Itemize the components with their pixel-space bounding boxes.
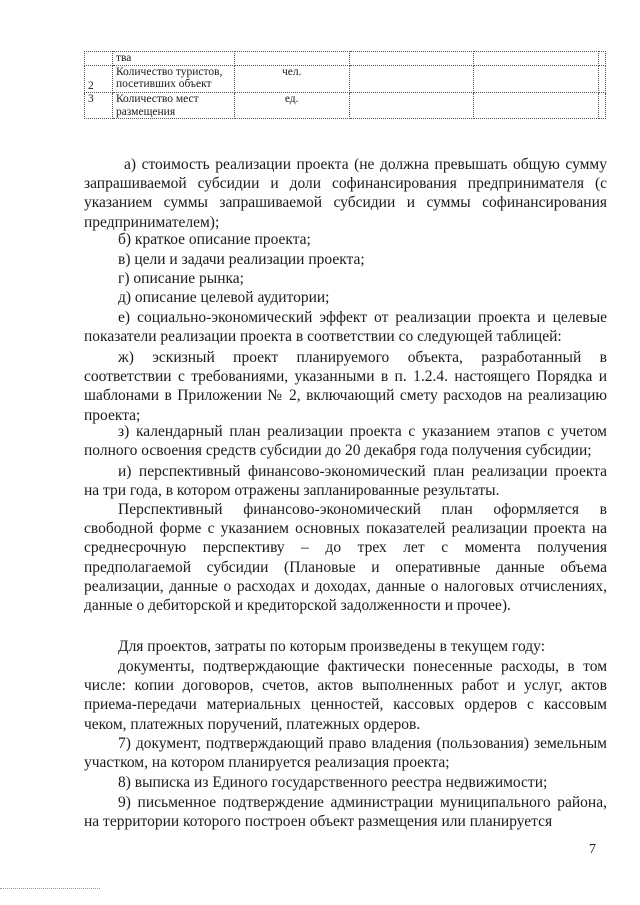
- empty-cell: [474, 65, 599, 93]
- scan-edge-line: [0, 888, 100, 889]
- page-number: 7: [589, 842, 596, 857]
- empty-cell: [599, 65, 606, 93]
- paragraph-financial-plan: Перспективный финансово-экономический план оформляется в свободной форме с указанием основных показателей реализации проекта на среднесрочную перспективу – до трех лет с момента получения предполагаемой субсидии (Плановые и оперативные данные объема реализации, данные о расходах и доходах, данные о налоговых отчислениях, данные о дебиторской и кредиторской задолженности и прочее).: [84, 501, 607, 615]
- row-unit: ед.: [234, 93, 349, 119]
- table-row: [85, 93, 606, 119]
- paragraph-g: ж) эскизный проект планируемого объекта, разработанный в соответствии с требованиями, указанными в п. 1.2.4. настоящего Порядка и шаблонами в Приложении № 2, включающий смету расходов на реализацию проекта;: [84, 349, 607, 424]
- paragraph-current-year: Для проектов, затраты по которым произведены в текущем году:: [118, 638, 546, 655]
- paragraph-documents: документы, подтверждающие фактически понесенные расходы, в том числе: копии договоров, счетов, актов выполненных работ и услуг, актов приема-передачи материальных ценностей, кассовых ордеров с кассовым чеком, платежных поручений, платежных ордеров.: [84, 658, 607, 733]
- paragraph-d: г) описание рынка;: [118, 270, 244, 287]
- indicators-table: [84, 51, 606, 119]
- paragraph-e: д) описание целевой аудитории;: [118, 289, 330, 306]
- paragraph-f: е) социально-экономический эффект от реализации проекта и целевые показатели реализации проекта в соответствии со следующей таблицей:: [84, 309, 607, 346]
- table-row: [85, 52, 606, 66]
- paragraph-c: в) цели и задачи реализации проекта;: [118, 251, 365, 268]
- paragraph-9: 9) письменное подтверждение администрации муниципального района, на территории которого построен объект размещения или планируется: [84, 794, 607, 831]
- row-number: [85, 52, 113, 66]
- paragraph-i: и) перспективный финансово-экономический план реализации проекта на три года, в котором отражены запланированные результаты.: [84, 463, 607, 500]
- paragraph-b: б) краткое описание проекта;: [118, 231, 311, 248]
- row-unit: чел.: [234, 65, 349, 93]
- row-number: 2: [85, 65, 113, 93]
- row-name: Количество мест размещения: [112, 93, 234, 119]
- empty-cell: [349, 65, 474, 93]
- paragraph-h: з) календарный план реализации проекта с указанием этапов с учетом полного освоения средств субсидии до 20 декабря года получения субсидии;: [84, 423, 607, 460]
- paragraph-a: а) стоимость реализации проекта (не должна превышать общую сумму запрашиваемой субсидии и доли софинансирования предпринимателя (с указанием суммы запрашиваемой субсидии и суммы софинансирования предпринимателем);: [84, 156, 607, 231]
- table-row: [85, 65, 606, 93]
- empty-cell: [349, 52, 474, 66]
- row-unit: [234, 52, 349, 66]
- paragraph-8: 8) выписка из Единого государственного реестра недвижимости;: [118, 774, 548, 791]
- row-name: Количество туристов, посетивших объект: [112, 65, 234, 93]
- row-number: 3: [85, 93, 113, 119]
- empty-cell: [599, 93, 606, 119]
- row-name: тва: [112, 52, 234, 66]
- empty-cell: [349, 93, 474, 119]
- empty-cell: [599, 52, 606, 66]
- paragraph-7: 7) документ, подтверждающий право владения (пользования) земельным участком, на котором планируется реализация проекта;: [84, 735, 607, 772]
- empty-cell: [474, 93, 599, 119]
- empty-cell: [474, 52, 599, 66]
